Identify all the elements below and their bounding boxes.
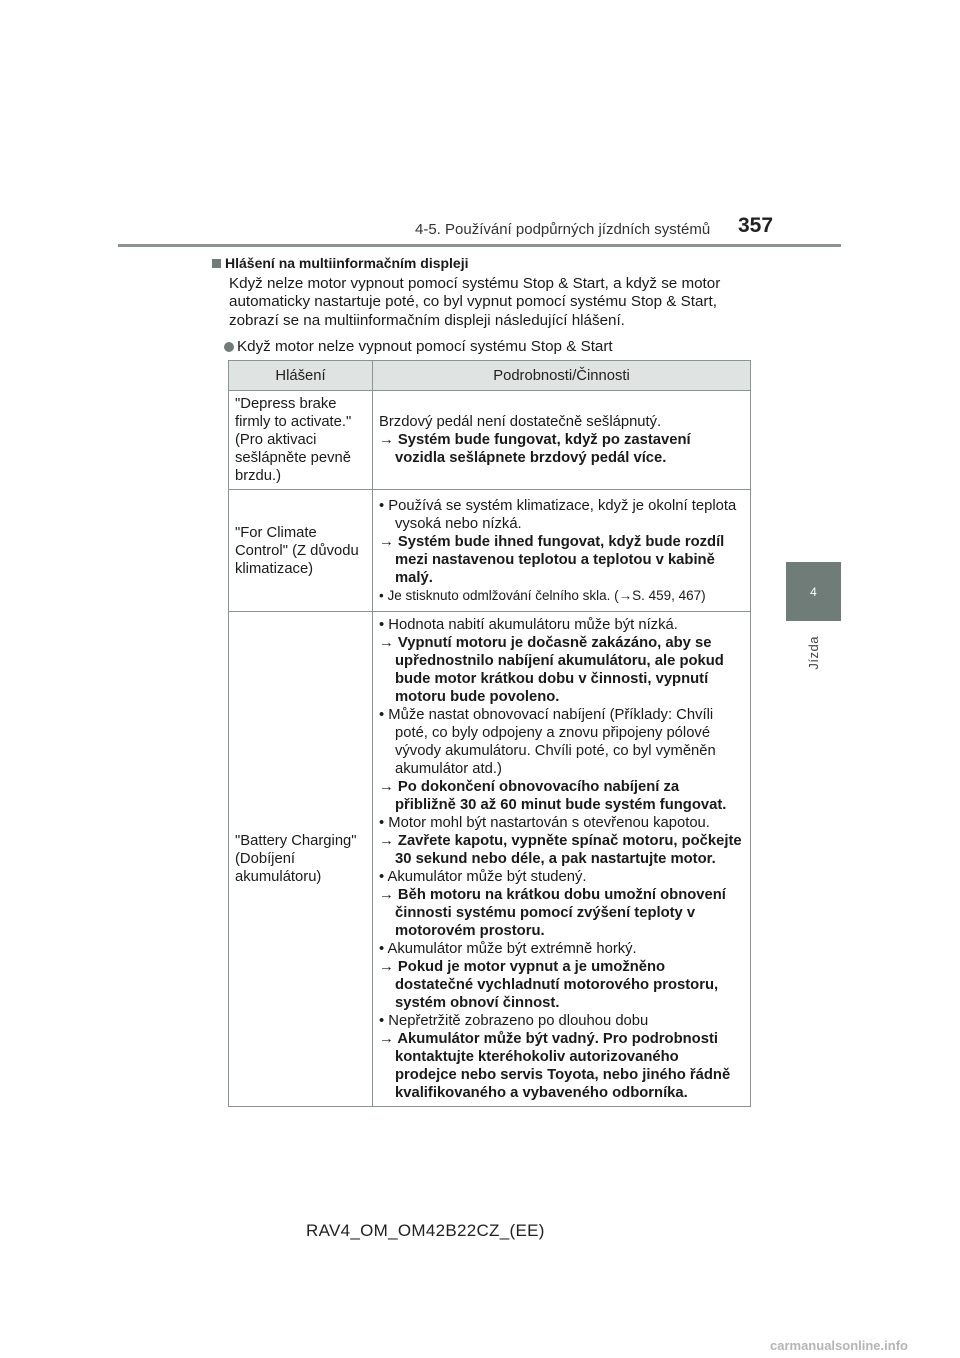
section-heading	[212, 254, 752, 274]
action-line: → Vypnutí motoru je dočasně zakázáno, aby se upřednostnilo nabíjení akumulátoru, ale pokud bude motor krátkou dobu v činnosti, vypnutí motoru bude povoleno.	[379, 635, 724, 705]
detail-line: • Akumulátor může být studený.	[379, 869, 587, 885]
sub-item	[224, 338, 752, 357]
detail-line: • Akumulátor může být extrémně horký.	[379, 941, 637, 957]
message-cell: "Depress brake firmly to activate." (Pro aktivaci sešlápněte pevně brzdu.)	[229, 391, 373, 490]
table-body	[229, 391, 751, 1107]
chapter-number: 4	[810, 584, 817, 599]
action-line: → Běh motoru na krátkou dobu umožní obnovení činnosti systému pomocí zvýšení teploty v motorovém prostoru.	[379, 887, 726, 939]
content-block	[212, 254, 752, 357]
chapter-label	[786, 636, 841, 670]
table-header-details: Podrobnosti/Činnosti	[373, 361, 751, 391]
chapter-label-text: Jízda	[806, 636, 821, 670]
action-line: → Systém bude fungovat, když po zastavení vozidla sešlápnete brzdový pedál více.	[379, 432, 691, 466]
detail-line: • Může nastat obnovovací nabíjení (Příklady: Chvíli poté, co byly odpojeny a znovu připojeny pólové vývody akumulátoru. Chvíli poté, co byl vyměněn akumulátor atd.)	[379, 707, 716, 777]
table-row	[229, 612, 751, 1107]
messages-table	[228, 360, 751, 1107]
sub-item-text: Když motor nelze vypnout pomocí systému Stop & Start	[237, 338, 613, 355]
page-number: 357	[738, 214, 774, 237]
details-cell	[373, 490, 751, 612]
detail-line: • Používá se systém klimatizace, když je okolní teplota vysoká nebo nízká.	[379, 497, 737, 532]
action-line: → Pokud je motor vypnut a je umožněno dostatečné vychladnutí motorového prostoru, systém obnoví činnost.	[379, 959, 719, 1011]
dot-bullet-icon	[224, 342, 234, 352]
watermark: carmanualsonline.info	[770, 1338, 908, 1353]
details-cell	[373, 612, 751, 1107]
table-row	[229, 490, 751, 612]
table-header-row	[229, 361, 751, 391]
detail-line: • Je stisknuto odmlžování čelního skla. (→S. 459, 467)	[379, 587, 706, 603]
header-section-title: 4-5. Používání podpůrných jízdních systémů	[415, 221, 711, 238]
action-line: → Systém bude ihned fungovat, když bude rozdíl mezi nastavenou teplotou a teplotou v kabině malý.	[379, 533, 725, 586]
detail-line: • Hodnota nabití akumulátoru může být nízká.	[379, 617, 678, 633]
action-line: → Zavřete kapotu, vypněte spínač motoru, počkejte 30 sekund nebo déle, a pak nastartujte motor.	[379, 833, 742, 867]
square-bullet-icon	[212, 259, 221, 268]
message-cell: "Battery Charging" (Dobíjení akumulátoru)	[229, 612, 373, 1107]
section-heading-text: Hlášení na multiinformačním displeji	[225, 255, 469, 271]
chapter-tab	[786, 562, 841, 621]
detail-line: Brzdový pedál není dostatečně sešlápnutý.	[379, 414, 662, 430]
detail-line: • Nepřetržitě zobrazeno po dlouhou dobu	[379, 1013, 649, 1029]
table-row	[229, 391, 751, 490]
details-cell	[373, 391, 751, 490]
message-cell: "For Climate Control" (Z důvodu klimatizace)	[229, 490, 373, 612]
action-line: → Po dokončení obnovovacího nabíjení za přibližně 30 až 60 minut bude systém fungovat.	[379, 779, 727, 813]
table-header-message: Hlášení	[229, 361, 373, 391]
intro-paragraph: Když nelze motor vypnout pomocí systému Stop & Start, a když se motor automaticky nastartuje poté, co byl vypnut pomocí systému Stop & Start, zobrazí se na multiinformačním displeji následující hlášení.	[229, 274, 721, 329]
action-line: → Akumulátor může být vadný. Pro podrobnosti kontaktujte kteréhokoliv autorizovaného prodejce nebo servis Toyota, nebo jiného řádně kvalifikovaného a vybaveného odborníka.	[379, 1031, 731, 1101]
document-code: RAV4_OM_OM42B22CZ_(EE)	[306, 1221, 545, 1240]
detail-line: • Motor mohl být nastartován s otevřenou kapotou.	[379, 815, 710, 831]
header-rule	[118, 244, 841, 247]
